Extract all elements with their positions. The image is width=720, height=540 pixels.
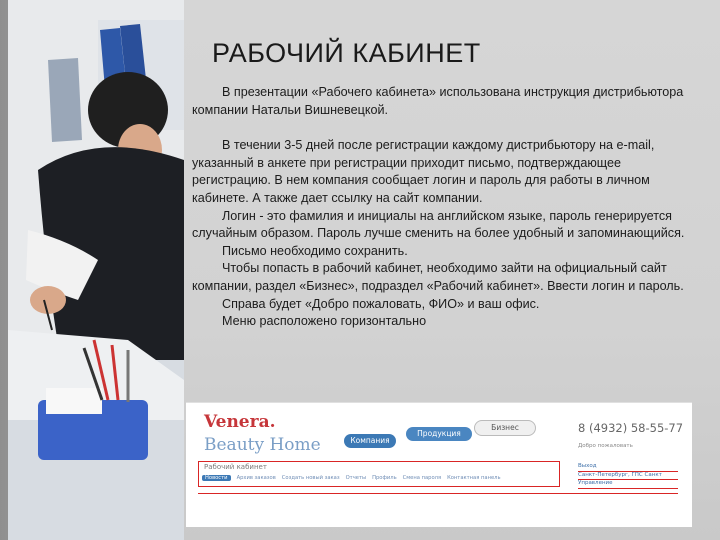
nav-company-button[interactable]: Компания [344, 434, 396, 448]
office-photo [8, 0, 184, 540]
user-links [578, 463, 678, 489]
menu-item-change-password[interactable]: Смена пароля [402, 475, 442, 481]
manage-link[interactable]: Управление [578, 480, 678, 489]
website-screenshot [186, 402, 692, 527]
office-photo-illustration [8, 0, 184, 540]
site-phone: 8 (4932) 58-55-77 [578, 421, 684, 435]
cabinet-label: Рабочий кабинет [204, 463, 267, 471]
body-text [192, 84, 692, 331]
site-welcome: Добро пожаловать [578, 443, 633, 449]
paragraph-welcome: Справа будет «Добро пожаловать, ФИО» и ваш офис. [222, 296, 540, 311]
paragraph-save-letter: Письмо необходимо сохранить. [222, 243, 408, 258]
page-title: РАБОЧИЙ КАБИНЕТ [212, 38, 481, 68]
menu-item-contact-panel[interactable]: Контактная панель [447, 475, 501, 481]
menu-item-order-archive[interactable]: Архив заказов [236, 475, 276, 481]
paragraph-registration: В течении 3-5 дней после регистрации каждому дистрибьютору на e-mail, указанный в анкете при регистрации приходит письмо, подтверждающее регистрацию. В нем компания сообщает логин и пароль для работы в личном кабинете. А также дает ссылку на сайт компании. [192, 138, 655, 205]
nav-business-button[interactable]: Бизнес [474, 420, 536, 436]
menu-item-new-order[interactable]: Создать новый заказ [281, 475, 340, 481]
nav-products-button[interactable]: Продукция [406, 427, 472, 441]
menu-item-news[interactable]: Новости [202, 475, 231, 481]
logout-link[interactable]: Выход [578, 463, 678, 472]
paragraph-intro: В презентации «Рабочего кабинета» использована инструкция дистрибьютора компании Натальи Вишневецкой. [192, 85, 684, 117]
site-logo-subtitle: Beauty Home [204, 435, 321, 455]
site-logo-brand: Venera. [204, 412, 276, 432]
menu-item-profile[interactable]: Профиль [372, 475, 397, 481]
menu-item-reports[interactable]: Отчеты [345, 475, 367, 481]
highlight-underline [198, 493, 678, 494]
paragraph-enter-cabinet: Чтобы попасть в рабочий кабинет, необходимо зайти на официальный сайт компании, раздел «Бизнес», подраздел «Рабочий кабинет». Ввести логин и пароль. [192, 261, 684, 293]
paragraph-login: Логин - это фамилия и инициалы на английском языке, пароль генерируется случайным образом. Пароль лучше сменить на более удобный и запоминающийся. [192, 208, 685, 241]
cabinet-menu [202, 475, 501, 481]
office-link[interactable]: Санкт-Петербург, ГПС Санкт [578, 472, 678, 481]
paragraph-menu: Меню расположено горизонтально [222, 314, 427, 329]
